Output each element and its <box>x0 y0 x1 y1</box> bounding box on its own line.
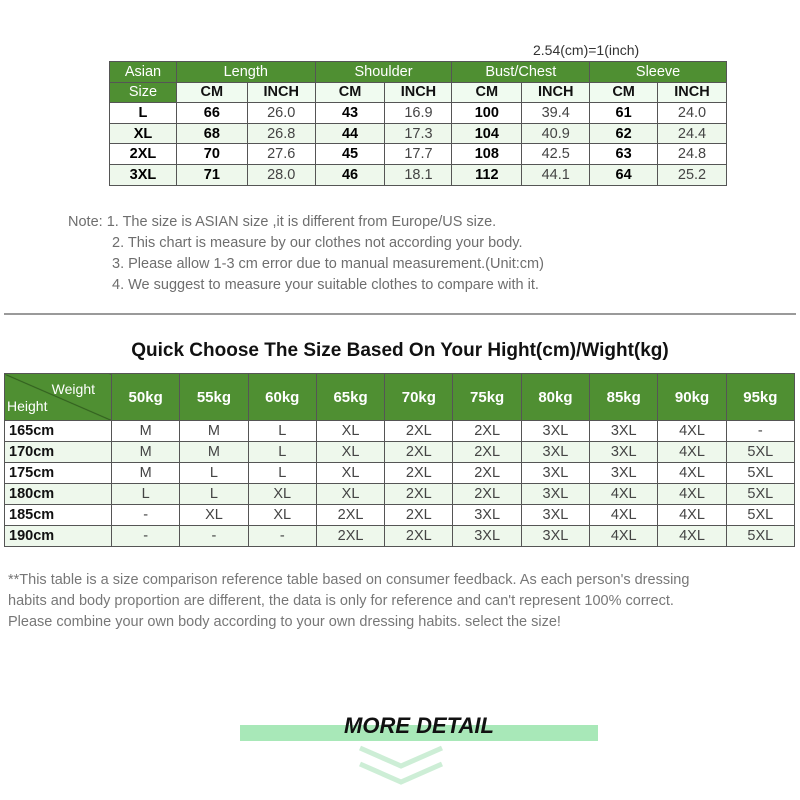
recommended-size: XL <box>180 505 248 526</box>
group-header-shoulder: Shoulder <box>315 62 452 83</box>
unit-inch-header: INCH <box>385 82 452 103</box>
recommended-size: 4XL <box>658 526 726 547</box>
recommended-size: 3XL <box>453 505 521 526</box>
unit-inch-header: INCH <box>247 82 315 103</box>
unit-cm-header: CM <box>590 82 658 103</box>
recommended-size: XL <box>316 442 384 463</box>
recommended-size: 2XL <box>453 421 521 442</box>
inch-value: 28.0 <box>247 164 315 185</box>
cm-value: 43 <box>315 103 385 124</box>
footnote <box>8 570 798 633</box>
recommended-size: M <box>112 442 180 463</box>
note-item: 2. This chart is measure by our clothes not according your body. <box>112 235 523 251</box>
height-label: 165cm <box>5 421 112 442</box>
recommended-size: - <box>248 526 316 547</box>
recommended-size: 2XL <box>453 484 521 505</box>
size-label: L <box>110 103 177 124</box>
height-label: 185cm <box>5 505 112 526</box>
unit-inch-header: INCH <box>522 82 590 103</box>
recommended-size: 4XL <box>658 421 726 442</box>
height-row <box>5 421 795 442</box>
recommended-size: 3XL <box>590 421 658 442</box>
footnote-line: habits and body proportion are different, the data is only for reference and can't represent 100% correct. <box>8 593 674 609</box>
inch-value: 24.0 <box>658 103 727 124</box>
recommended-size: 2XL <box>453 442 521 463</box>
height-label: 180cm <box>5 484 112 505</box>
height-row <box>5 505 795 526</box>
recommended-size: 4XL <box>590 526 658 547</box>
recommended-size: - <box>726 421 794 442</box>
recommended-size: 4XL <box>658 484 726 505</box>
recommended-size: 2XL <box>385 526 453 547</box>
inch-value: 24.4 <box>658 123 727 144</box>
recommended-size: 4XL <box>658 463 726 484</box>
size-row <box>110 103 727 124</box>
size-row <box>110 144 727 165</box>
cm-value: 61 <box>590 103 658 124</box>
footnote-line: **This table is a size comparison reference table based on consumer feedback. As each person's dressing <box>8 572 690 588</box>
recommended-size: 3XL <box>453 526 521 547</box>
weight-header: 60kg <box>248 374 316 421</box>
weight-header: 85kg <box>590 374 658 421</box>
height-label: 190cm <box>5 526 112 547</box>
recommended-size: XL <box>316 484 384 505</box>
recommended-size: 2XL <box>385 484 453 505</box>
weight-header: 95kg <box>726 374 794 421</box>
recommended-size: - <box>180 526 248 547</box>
cm-value: 108 <box>452 144 522 165</box>
cm-value: 100 <box>452 103 522 124</box>
recommended-size: 5XL <box>726 505 794 526</box>
size-header-bottom: Size <box>110 82 177 103</box>
inch-value: 26.8 <box>247 123 315 144</box>
recommended-size: 5XL <box>726 442 794 463</box>
cm-value: 70 <box>176 144 247 165</box>
table-corner-cell <box>5 374 112 421</box>
weight-header: 80kg <box>521 374 589 421</box>
recommended-size: 3XL <box>521 484 589 505</box>
inch-value: 27.6 <box>247 144 315 165</box>
recommended-size: XL <box>248 484 316 505</box>
recommended-size: 3XL <box>521 463 589 484</box>
weight-header: 55kg <box>180 374 248 421</box>
size-header-top: Asian <box>110 62 177 83</box>
cm-value: 62 <box>590 123 658 144</box>
recommended-size: L <box>248 421 316 442</box>
height-label: 170cm <box>5 442 112 463</box>
recommended-size: L <box>248 442 316 463</box>
size-label: XL <box>110 123 177 144</box>
cm-value: 104 <box>452 123 522 144</box>
weight-header: 65kg <box>316 374 384 421</box>
recommended-size: 2XL <box>453 463 521 484</box>
recommended-size: XL <box>316 463 384 484</box>
height-row <box>5 526 795 547</box>
recommended-size: L <box>248 463 316 484</box>
recommended-size: L <box>180 484 248 505</box>
recommended-size: 2XL <box>385 463 453 484</box>
weight-header: 50kg <box>112 374 180 421</box>
unit-conversion: 2.54(cm)=1(inch) <box>533 42 640 58</box>
inch-value: 16.9 <box>385 103 452 124</box>
size-label: 3XL <box>110 164 177 185</box>
weight-header: 75kg <box>453 374 521 421</box>
size-row <box>110 123 727 144</box>
height-row <box>5 463 795 484</box>
size-chart-table <box>109 61 727 186</box>
recommended-size: M <box>180 421 248 442</box>
chevron-down-icon <box>356 744 446 790</box>
height-row <box>5 484 795 505</box>
footnote-line: Please combine your own body according to your own dressing habits. select the size! <box>8 614 561 630</box>
recommended-size: 4XL <box>658 505 726 526</box>
recommended-size: XL <box>248 505 316 526</box>
cm-value: 63 <box>590 144 658 165</box>
recommended-size: 2XL <box>385 442 453 463</box>
height-label: 175cm <box>5 463 112 484</box>
unit-cm-header: CM <box>315 82 385 103</box>
recommended-size: M <box>180 442 248 463</box>
recommended-size: 2XL <box>316 526 384 547</box>
cm-value: 44 <box>315 123 385 144</box>
recommended-size: 2XL <box>316 505 384 526</box>
group-header-bust: Bust/Chest <box>452 62 590 83</box>
inch-value: 17.7 <box>385 144 452 165</box>
recommended-size: 4XL <box>658 442 726 463</box>
corner-weight-label: Weight <box>51 381 95 397</box>
inch-value: 24.8 <box>658 144 727 165</box>
inch-value: 26.0 <box>247 103 315 124</box>
note-item: 1. The size is ASIAN size ,it is different from Europe/US size. <box>106 214 497 230</box>
recommended-size: 3XL <box>521 421 589 442</box>
cm-value: 66 <box>176 103 247 124</box>
cm-value: 64 <box>590 164 658 185</box>
cm-value: 46 <box>315 164 385 185</box>
cm-value: 68 <box>176 123 247 144</box>
recommended-size: 3XL <box>521 505 589 526</box>
weight-header: 70kg <box>385 374 453 421</box>
notes-prefix: Note: <box>68 214 103 230</box>
note-item: 3. Please allow 1-3 cm error due to manual measurement.(Unit:cm) <box>112 256 544 272</box>
cm-value: 112 <box>452 164 522 185</box>
recommended-size: - <box>112 526 180 547</box>
weight-header: 90kg <box>658 374 726 421</box>
recommended-size: 3XL <box>521 526 589 547</box>
group-header-sleeve: Sleeve <box>590 62 727 83</box>
height-row <box>5 442 795 463</box>
section-divider <box>4 313 796 315</box>
recommended-size: - <box>112 505 180 526</box>
recommended-size: 2XL <box>385 505 453 526</box>
size-label: 2XL <box>110 144 177 165</box>
inch-value: 44.1 <box>522 164 590 185</box>
recommended-size: 2XL <box>385 421 453 442</box>
unit-cm-header: CM <box>176 82 247 103</box>
recommended-size: 5XL <box>726 484 794 505</box>
size-row <box>110 164 727 185</box>
cm-value: 71 <box>176 164 247 185</box>
unit-inch-header: INCH <box>658 82 727 103</box>
corner-height-label: Height <box>7 398 48 414</box>
recommended-size: 4XL <box>590 484 658 505</box>
recommended-size: 5XL <box>726 526 794 547</box>
more-detail-heading: MORE DETAIL <box>344 713 494 738</box>
inch-value: 42.5 <box>522 144 590 165</box>
cm-value: 45 <box>315 144 385 165</box>
recommended-size: 3XL <box>521 442 589 463</box>
recommended-size: L <box>112 484 180 505</box>
notes-block <box>68 212 544 296</box>
recommended-size: 3XL <box>590 442 658 463</box>
recommended-size: 4XL <box>590 505 658 526</box>
inch-value: 39.4 <box>522 103 590 124</box>
recommended-size: M <box>112 463 180 484</box>
inch-value: 18.1 <box>385 164 452 185</box>
recommended-size: 3XL <box>590 463 658 484</box>
note-item: 4. We suggest to measure your suitable clothes to compare with it. <box>112 277 539 293</box>
quick-choose-title: Quick Choose The Size Based On Your Hight(cm)/Wight(kg) <box>131 340 669 361</box>
inch-value: 40.9 <box>522 123 590 144</box>
unit-cm-header: CM <box>452 82 522 103</box>
recommended-size: M <box>112 421 180 442</box>
group-header-length: Length <box>176 62 315 83</box>
recommended-size: 5XL <box>726 463 794 484</box>
quick-size-table <box>4 373 795 547</box>
recommended-size: L <box>180 463 248 484</box>
recommended-size: XL <box>316 421 384 442</box>
inch-value: 25.2 <box>658 164 727 185</box>
inch-value: 17.3 <box>385 123 452 144</box>
